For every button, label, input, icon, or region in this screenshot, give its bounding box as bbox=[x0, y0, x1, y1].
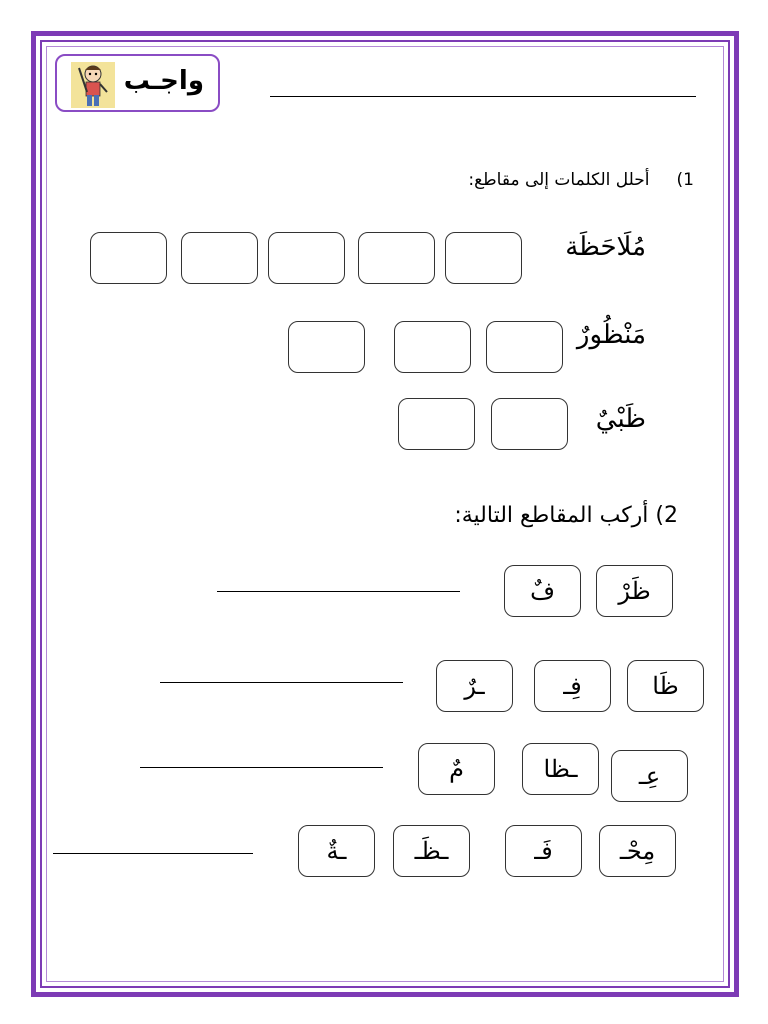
question1-title bbox=[468, 170, 694, 190]
syllable-box[interactable] bbox=[491, 398, 568, 450]
syllable-box[interactable] bbox=[181, 232, 258, 284]
answer-line[interactable] bbox=[217, 591, 460, 592]
syllable-box[interactable] bbox=[358, 232, 435, 284]
syllable-tile: ظَا bbox=[627, 660, 704, 712]
syllable-tile: ظَرْ bbox=[596, 565, 673, 617]
syllable-tile: فٌ bbox=[504, 565, 581, 617]
syllable-tile: فَـ bbox=[505, 825, 582, 877]
syllable-tile: ـرٌ bbox=[436, 660, 513, 712]
syllable-box[interactable] bbox=[268, 232, 345, 284]
syllable-tile: عِـ bbox=[611, 750, 688, 802]
syllable-tile: ـظا bbox=[522, 743, 599, 795]
syllable-box[interactable] bbox=[486, 321, 563, 373]
question1-instruction: أحلل الكلمات إلى مقاطع: bbox=[468, 170, 650, 190]
answer-line[interactable] bbox=[53, 853, 253, 854]
question2-title: 2) أركب المقاطع التالية: bbox=[454, 503, 678, 528]
syllable-tile: مِحْـ bbox=[599, 825, 676, 877]
syllable-box[interactable] bbox=[288, 321, 365, 373]
answer-line[interactable] bbox=[160, 682, 403, 683]
word-1: مُلَاحَظَة bbox=[565, 232, 646, 262]
word-3: ظَبْيٌ bbox=[595, 404, 646, 434]
syllable-tile: مٌ bbox=[418, 743, 495, 795]
answer-line[interactable] bbox=[140, 767, 383, 768]
syllable-tile: ـةٌ bbox=[298, 825, 375, 877]
syllable-tile: ـظَـ bbox=[393, 825, 470, 877]
syllable-box[interactable] bbox=[445, 232, 522, 284]
syllable-box[interactable] bbox=[398, 398, 475, 450]
boy-with-pencil-icon bbox=[71, 62, 115, 108]
question1-number: 1) bbox=[676, 170, 694, 190]
homework-badge bbox=[55, 54, 220, 112]
syllable-tile: فِـ bbox=[534, 660, 611, 712]
homework-title: واجـب bbox=[123, 66, 204, 96]
name-line bbox=[270, 96, 696, 97]
syllable-box[interactable] bbox=[90, 232, 167, 284]
syllable-box[interactable] bbox=[394, 321, 471, 373]
word-2: مَنْظُورٌ bbox=[576, 320, 646, 350]
